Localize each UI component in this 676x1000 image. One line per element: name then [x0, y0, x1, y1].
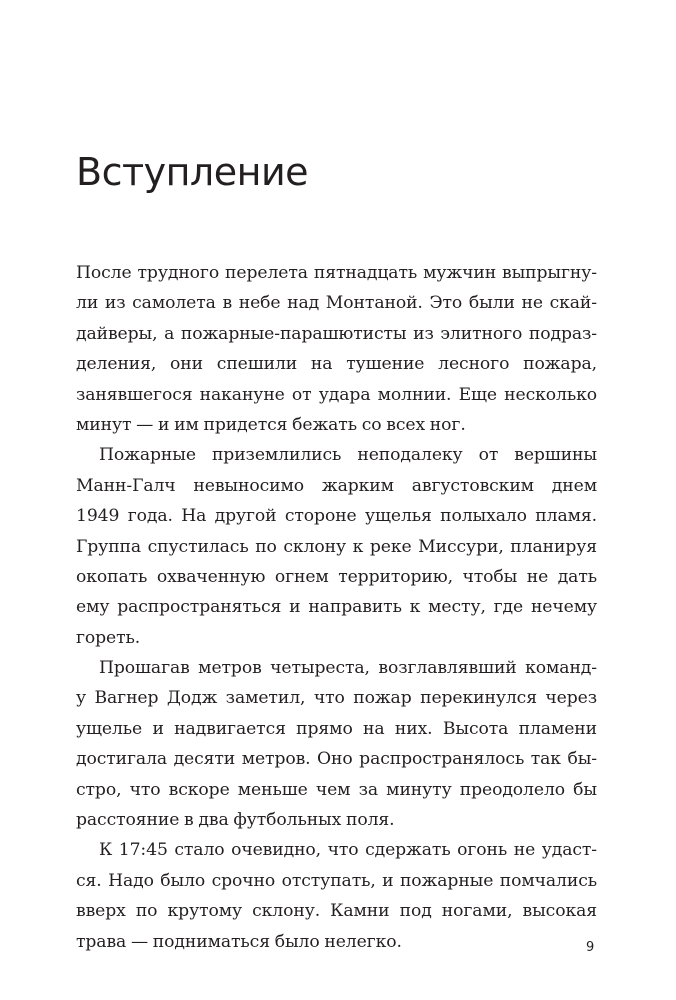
text-line: После трудного перелета пятнадцать мужчин выпрыгну-	[76, 263, 597, 283]
body-text	[76, 258, 597, 957]
text-line: достигала десяти метров. Оно распространялось так бы-	[76, 749, 597, 770]
page-number: 9	[586, 940, 595, 955]
text-line: К 17:45 стало очевидно, что сдержать огонь не удаст-	[99, 840, 597, 861]
text-line: окопать охваченную огнем территорию, чтобы не дать	[76, 566, 597, 587]
chapter-title: Вступление	[76, 150, 309, 194]
text-line: ли из самолета в небе над Монтаной. Это были не скай-	[76, 293, 597, 314]
paragraph	[76, 653, 597, 835]
text-line: ся. Надо было срочно отступать, и пожарные помчались	[76, 870, 597, 891]
text-line: расстояние в два футбольных поля.	[76, 810, 395, 831]
text-line: занявшегося накануне от удара молнии. Еще несколько	[76, 384, 597, 405]
text-line: Манн-Галч невыносимо жарким августовским днем	[76, 475, 597, 496]
text-line: гореть.	[76, 627, 141, 648]
text-line: Группа спустилась по склону к реке Миссури, планируя	[76, 536, 597, 557]
text-line: дайверы, а пожарные-парашютисты из элитного подраз-	[76, 323, 597, 344]
text-line: ущелье и надвигается прямо на них. Высота пламени	[76, 718, 597, 739]
paragraph	[76, 440, 597, 653]
text-line: Пожарные приземлились неподалеку от вершины	[99, 445, 597, 466]
text-line: трава — подниматься было нелегко.	[76, 931, 402, 952]
paragraph	[76, 258, 597, 440]
text-line: стро, что вскоре меньше чем за минуту преодолело бы	[76, 779, 597, 800]
text-line: деления, они спешили на тушение лесного пожара,	[76, 354, 597, 375]
text-line: минут — и им придется бежать со всех ног.	[76, 414, 466, 435]
text-line: ему распространяться и направить к месту, где нечему	[76, 597, 597, 618]
text-line: вверх по крутому склону. Камни под ногами, высокая	[76, 901, 597, 922]
text-line: 1949 года. На другой стороне ущелья полыхало пламя.	[76, 506, 597, 527]
text-line: у Вагнер Додж заметил, что пожар перекинулся через	[76, 688, 597, 709]
text-line: Прошагав метров четыреста, возглавлявший команд-	[99, 658, 597, 679]
paragraph	[76, 835, 597, 957]
